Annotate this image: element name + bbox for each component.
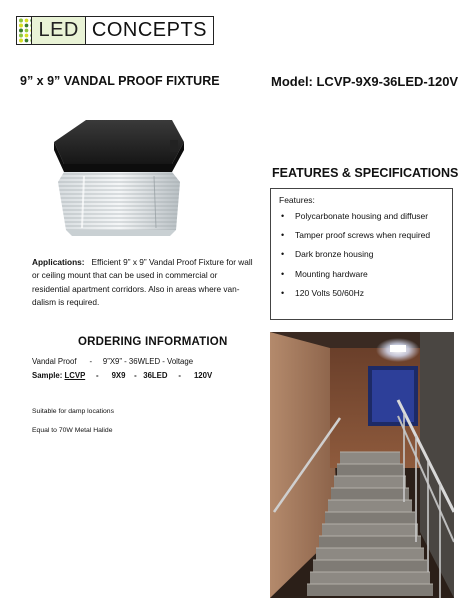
ordering-sample-line bbox=[32, 371, 212, 380]
logo-dot bbox=[30, 39, 32, 42]
stair-step bbox=[319, 536, 421, 548]
features-box bbox=[270, 188, 453, 320]
logo-dot bbox=[19, 24, 23, 28]
applications-label: Applications: bbox=[32, 257, 85, 267]
led-dot-grid-icon bbox=[17, 17, 32, 44]
logo-dot bbox=[25, 19, 29, 23]
sample-separator: - bbox=[125, 371, 144, 380]
logo-concepts-text: CONCEPTS bbox=[91, 19, 207, 41]
stair-step bbox=[322, 524, 418, 536]
logo-wordmark bbox=[32, 17, 213, 44]
damp-locations-note: Suitable for damp locations bbox=[32, 408, 114, 415]
applications-paragraph bbox=[32, 256, 254, 309]
model-number: Model: LCVP-9X9-36LED-120V bbox=[271, 74, 459, 89]
ordering-format-line: Vandal Proof - 9”X9” - 36WLED - Voltage bbox=[32, 357, 194, 366]
stair-step bbox=[310, 572, 430, 584]
feature-item: • Tamper proof screws when required bbox=[279, 230, 444, 240]
logo-dot bbox=[25, 24, 29, 28]
stairwell-photo bbox=[270, 332, 454, 598]
stair-step bbox=[340, 452, 400, 464]
logo-dot bbox=[19, 19, 23, 23]
logo-dot bbox=[30, 29, 32, 32]
logo-dot bbox=[25, 34, 29, 38]
stair-step bbox=[334, 476, 406, 488]
logo-dot bbox=[19, 34, 23, 38]
sample-part: LCVP bbox=[64, 371, 86, 380]
stair-step bbox=[325, 512, 415, 524]
stair-step bbox=[313, 560, 427, 572]
logo-dot bbox=[30, 24, 32, 27]
metal-halide-note: Equal to 70W Metal Halide bbox=[32, 427, 113, 434]
logo-dot bbox=[25, 39, 29, 43]
logo-dot bbox=[19, 29, 23, 33]
fixture-image bbox=[44, 112, 194, 240]
feature-item: • Polycarbonate housing and diffuser bbox=[279, 211, 444, 221]
feature-item: • Dark bronze housing bbox=[279, 249, 444, 259]
logo-dot bbox=[25, 29, 29, 33]
ordering-heading: ORDERING INFORMATION bbox=[78, 336, 228, 348]
logo-dot bbox=[30, 19, 32, 22]
sample-part: 36LED bbox=[143, 371, 168, 380]
features-list bbox=[279, 211, 444, 298]
sample-separator: - bbox=[167, 371, 194, 380]
stair-step bbox=[307, 584, 433, 596]
features-label: Features: bbox=[279, 195, 315, 205]
feature-item: • 120 Volts 50/60Hz bbox=[279, 288, 444, 298]
stair-step bbox=[331, 488, 409, 500]
stair-step bbox=[337, 464, 403, 476]
stair-step bbox=[316, 548, 424, 560]
logo-led-text: LED bbox=[32, 17, 85, 44]
sample-separator: - bbox=[85, 371, 112, 380]
stair-step bbox=[328, 500, 412, 512]
features-heading: FEATURES & SPECIFICATIONS bbox=[272, 166, 459, 180]
product-title: 9” x 9” VANDAL PROOF FIXTURE bbox=[20, 74, 220, 88]
logo-dot bbox=[19, 39, 23, 43]
feature-item: • Mounting hardware bbox=[279, 269, 444, 279]
logo-dot bbox=[30, 34, 32, 37]
sample-part: 120V bbox=[193, 371, 213, 380]
sample-part: 9X9 bbox=[111, 371, 126, 380]
sample-label: Sample: bbox=[32, 371, 65, 380]
brand-logo bbox=[16, 16, 214, 45]
applications-text: Efficient 9” x 9” Vandal Proof Fixture for wall or ceiling mount that can be used in commercial or residential apartment corridors. Also in areas where van-dalism is required. bbox=[32, 257, 253, 307]
